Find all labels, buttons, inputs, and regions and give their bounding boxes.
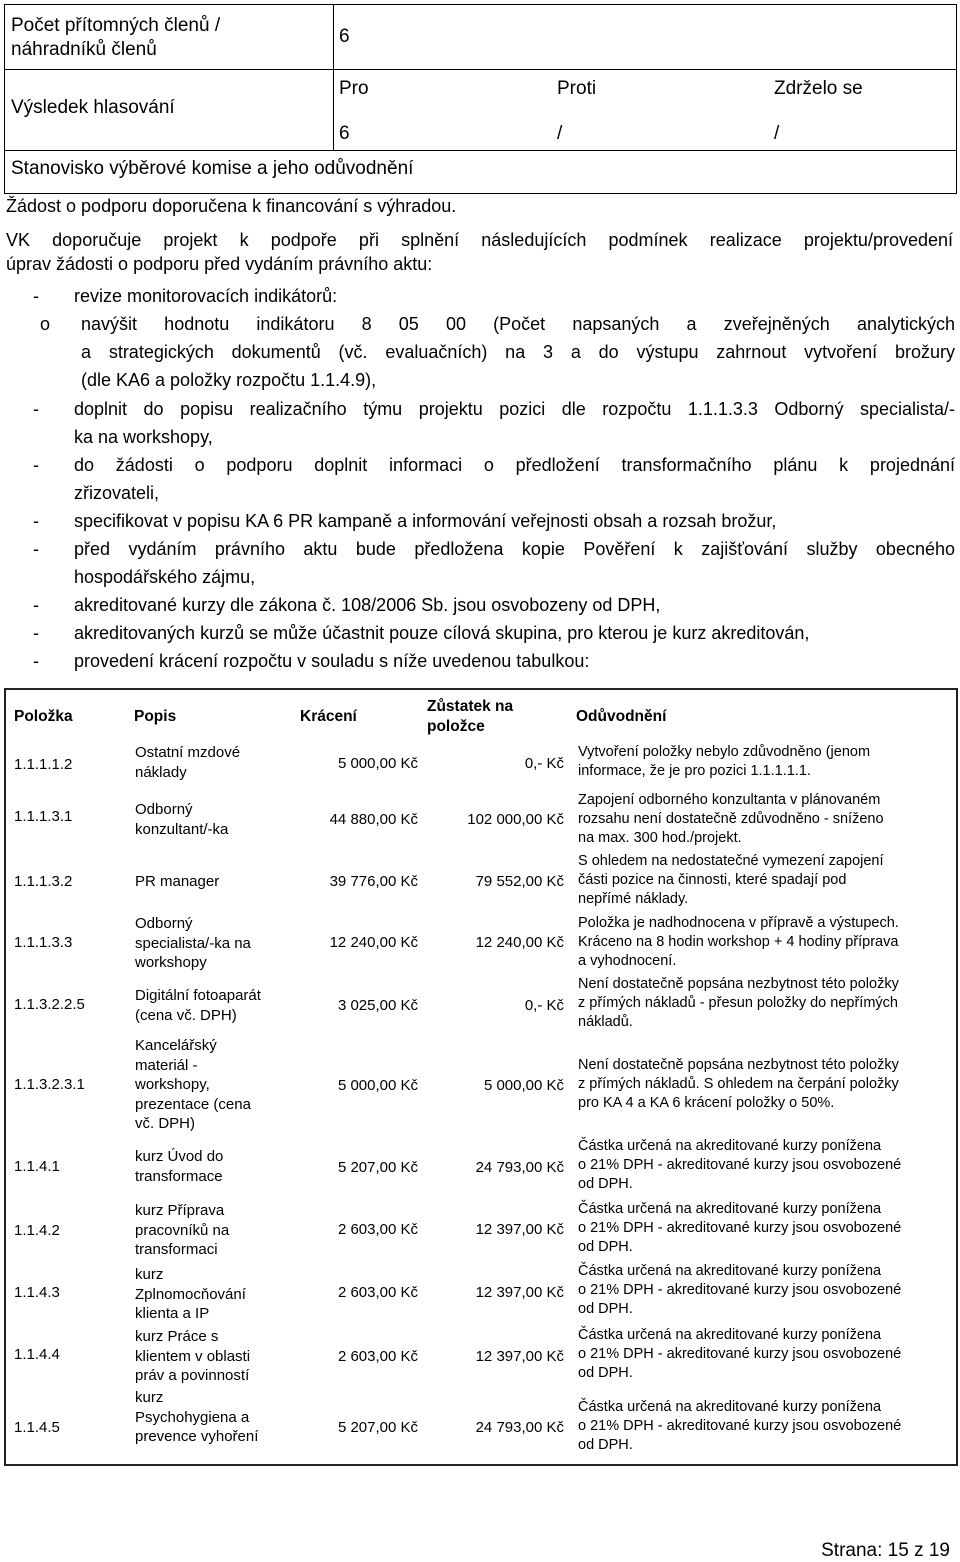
row-item: 1.1.4.2 — [14, 1222, 60, 1239]
present-value: 6 — [339, 26, 350, 47]
row-reason-line: Není dostatečně popsána nezbytnost této položky — [578, 1057, 899, 1073]
item5-line2: hospodářského zájmu, — [74, 567, 256, 587]
row-cut-amount: 12 240,00 Kč — [329, 934, 418, 951]
row-reason-line: Zapojení odborného konzultanta v plánovaném — [578, 792, 881, 808]
row-cut-amount: 44 880,00 Kč — [329, 811, 418, 828]
row-cut-amount: 2 603,00 Kč — [337, 1348, 418, 1365]
row-reason-line: o 21% DPH - akreditované kurzy jsou osvobozené — [578, 1346, 902, 1363]
header-reason: Odůvodnění — [576, 708, 667, 725]
row-reason-line: pro KA 4 a KA 6 krácení položky o 50%. — [578, 1095, 835, 1112]
row-remain-amount: 12 240,00 Kč — [475, 934, 564, 951]
row-cut-amount: 5 000,00 Kč — [337, 1077, 418, 1094]
row-reason-line: na max. 300 hod./projekt. — [578, 830, 742, 847]
row-desc-line: specialista/-ka na — [135, 934, 251, 952]
row-desc-line: transformaci — [135, 1241, 218, 1258]
dash: - — [33, 286, 39, 306]
row-remain-amount: 5 000,00 Kč — [483, 1077, 564, 1094]
divider — [333, 5, 334, 150]
row-desc-line: Psychohygiena a — [135, 1408, 250, 1426]
row-reason-line: z přímých nákladů. S ohledem na čerpání položky — [578, 1076, 899, 1093]
header-desc: Popis — [134, 708, 177, 725]
intro-line2: úprav žádosti o podporu před vydáním právního aktu: — [6, 254, 433, 274]
row-item: 1.1.3.2.2.5 — [14, 996, 85, 1013]
row-cut-amount: 2 603,00 Kč — [337, 1284, 418, 1301]
row-remain-amount: 102 000,00 Kč — [467, 811, 564, 828]
recommendation: Žádost o podporu doporučena k financování s výhradou. — [6, 196, 457, 216]
val-zdrzelo: / — [774, 123, 780, 144]
row-reason-line: nákladů. — [578, 1014, 633, 1031]
row-desc-line: prezentace (cena — [135, 1095, 251, 1113]
row-desc-line: (cena vč. DPH) — [135, 1006, 237, 1024]
row-cut-amount: 5 000,00 Kč — [337, 755, 418, 772]
vote-table — [4, 4, 957, 194]
row-cut-amount: 39 776,00 Kč — [329, 873, 418, 890]
row-reason-line: S ohledem na nedostatečné vymezení zapojení — [578, 853, 884, 869]
row-desc-line: prevence vyhoření — [135, 1428, 259, 1445]
row-desc-line: Kancelářský — [135, 1037, 217, 1054]
row-reason-line: o 21% DPH - akreditované kurzy jsou osvobozené — [578, 1157, 902, 1174]
row-desc-line: kurz — [135, 1389, 164, 1406]
row-reason-line: rozsahu není dostatečně zdůvodněno - sníženo — [578, 811, 884, 828]
row-cut-amount: 2 603,00 Kč — [337, 1221, 418, 1238]
row-desc-line: kurz — [135, 1266, 164, 1283]
row-desc-line: Odborný — [135, 801, 193, 818]
row-remain-amount: 12 397,00 Kč — [475, 1284, 564, 1301]
row-cut-amount: 3 025,00 Kč — [337, 997, 418, 1014]
dash: - — [33, 511, 39, 531]
row-desc-line: Odborný — [135, 915, 193, 932]
row-desc-line: kurz Příprava — [135, 1202, 225, 1219]
row-desc-line: kurz Úvod do — [135, 1148, 224, 1165]
row-desc-line: workshopy, — [135, 1076, 210, 1093]
item3-line1: do žádosti o podporu doplnit informaci o předložení transformačního plánu k projednání — [74, 455, 955, 475]
row-desc-line: kurz Práce s — [135, 1328, 219, 1345]
item1: revize monitorovacích indikátorů: — [74, 286, 338, 306]
dash: - — [33, 651, 39, 671]
row-reason-line: Položka je nadhodnocena v přípravě a výstupech. — [578, 915, 899, 931]
row-desc-line: klienta a IP — [135, 1305, 210, 1322]
row-reason-line: a vyhodnocení. — [578, 953, 677, 970]
row-remain-amount: 24 793,00 Kč — [475, 1419, 564, 1436]
row-remain-amount: 24 793,00 Kč — [475, 1159, 564, 1176]
row-remain-amount: 0,- Kč — [524, 997, 564, 1014]
row-desc-line: práv a povinností — [135, 1367, 250, 1384]
bullet: o — [40, 314, 51, 334]
row-reason-line: od DPH. — [578, 1437, 633, 1454]
row-desc-line: Ostatní mzdové — [135, 744, 241, 761]
row-desc-line: konzultant/-ka — [135, 820, 229, 838]
row-reason-line: Částka určená na akreditované kurzy ponížena — [578, 1327, 882, 1343]
row-reason-line: nepřímé náklady. — [578, 891, 689, 908]
dash: - — [33, 539, 39, 559]
row-remain-amount: 12 397,00 Kč — [475, 1348, 564, 1365]
present-label-line1: Počet přítomných členů / — [11, 15, 221, 36]
row-remain-amount: 79 552,00 Kč — [475, 873, 564, 890]
dash: - — [33, 623, 39, 643]
dash: - — [33, 595, 39, 615]
row-reason-line: od DPH. — [578, 1301, 633, 1318]
row-reason-line: Částka určená na akreditované kurzy ponížena — [578, 1263, 882, 1279]
item2-line2: ka na workshopy, — [74, 427, 213, 447]
row-reason-line: části pozice na činnosti, které spadají pod — [578, 872, 847, 889]
sub1-line2: a strategických dokumentů (vč. evaluačních) na 3 a do výstupu zahrnout vytvoření brožury — [81, 342, 955, 362]
row-desc-line: PR manager — [135, 873, 220, 890]
row-remain-amount: 12 397,00 Kč — [475, 1221, 564, 1238]
row-reason-line: Vytvoření položky nebylo zdůvodněno (jenom — [578, 744, 871, 760]
col-proti: Proti — [557, 78, 597, 99]
row-item: 1.1.4.5 — [14, 1419, 60, 1436]
row-desc-line: transformace — [135, 1167, 223, 1185]
row-desc-line: Zplnomocňování — [135, 1285, 246, 1303]
budget-cut-table — [4, 688, 958, 1466]
header-item: Položka — [14, 708, 73, 725]
result-label: Výsledek hlasování — [11, 97, 175, 118]
col-zdrzelo: Zdrželo se — [774, 78, 863, 99]
row-item: 1.1.1.3.3 — [14, 934, 73, 951]
row-reason-line: od DPH. — [578, 1365, 633, 1382]
val-pro: 6 — [339, 123, 350, 144]
row-desc-line: náklady — [135, 763, 187, 781]
row-desc-line: workshopy — [135, 954, 207, 971]
row-reason-line: Kráceno na 8 hodin workshop + 4 hodiny příprava — [578, 934, 899, 951]
row-reason-line: informace, že je pro pozici 1.1.1.1.1. — [578, 763, 811, 780]
item6: akreditované kurzy dle zákona č. 108/2006 Sb. jsou osvobozeny od DPH, — [74, 595, 661, 615]
row-desc-line: materiál - — [135, 1056, 198, 1074]
item8: provedení krácení rozpočtu v souladu s níže uvedenou tabulkou: — [74, 651, 590, 671]
row-reason-line: Částka určená na akreditované kurzy ponížena — [578, 1138, 882, 1154]
item7: akreditovaných kurzů se může účastnit pouze cílová skupina, pro kterou je kurz akreditován, — [74, 623, 810, 643]
sub1-line3: (dle KA6 a položky rozpočtu 1.1.4.9), — [81, 370, 377, 390]
row-item: 1.1.4.1 — [14, 1158, 60, 1175]
row-reason-line: od DPH. — [578, 1239, 633, 1256]
header-remain-line1: Zůstatek na — [427, 698, 514, 715]
statement-label: Stanovisko výběrové komise a jeho odůvodnění — [11, 158, 414, 179]
val-proti: / — [557, 123, 563, 144]
header-remain-line2: položce — [427, 718, 485, 735]
row-item: 1.1.4.4 — [14, 1346, 60, 1363]
header-cut: Krácení — [300, 708, 357, 725]
item3-line2: zřizovateli, — [74, 483, 160, 503]
row-reason-line: Částka určená na akreditované kurzy ponížena — [578, 1201, 882, 1217]
row-item: 1.1.1.1.2 — [14, 756, 73, 773]
row-reason-line: Částka určená na akreditované kurzy ponížena — [578, 1399, 882, 1415]
present-label-line2: náhradníků členů — [11, 39, 157, 60]
row-reason-line: od DPH. — [578, 1176, 633, 1193]
row-desc-line: Digitální fotoaparát — [135, 987, 261, 1004]
divider — [5, 69, 956, 70]
sub1-line1: navýšit hodnotu indikátoru 8 05 00 (Počet napsaných a zveřejněných analytických — [81, 314, 955, 334]
row-reason-line: z přímých nákladů - přesun položky do nepřímých — [578, 995, 898, 1012]
row-cut-amount: 5 207,00 Kč — [337, 1159, 418, 1176]
row-reason-line: Není dostatečně popsána nezbytnost této položky — [578, 976, 899, 992]
item4: specifikovat v popisu KA 6 PR kampaně a informování veřejnosti obsah a rozsah brožur, — [74, 511, 777, 531]
item5-line1: před vydáním právního aktu bude předložena kopie Pověření k zajišťování služby obecného — [74, 539, 955, 559]
row-reason-line: o 21% DPH - akreditované kurzy jsou osvobozené — [578, 1282, 902, 1299]
row-reason-line: o 21% DPH - akreditované kurzy jsou osvobozené — [578, 1220, 902, 1237]
divider — [5, 150, 956, 151]
row-item: 1.1.1.3.1 — [14, 808, 73, 825]
intro-line1: VK doporučuje projekt k podpoře při splnění následujících podmínek realizace projektu/provedení — [6, 230, 953, 250]
row-item: 1.1.3.2.3.1 — [14, 1076, 85, 1093]
row-item: 1.1.4.3 — [14, 1284, 60, 1301]
row-desc-line: vč. DPH) — [135, 1115, 195, 1132]
row-remain-amount: 0,- Kč — [524, 755, 564, 772]
row-item: 1.1.1.3.2 — [14, 873, 73, 890]
row-desc-line: klientem v oblasti — [135, 1347, 251, 1365]
row-cut-amount: 5 207,00 Kč — [337, 1419, 418, 1436]
row-reason-line: o 21% DPH - akreditované kurzy jsou osvobozené — [578, 1418, 902, 1435]
dash: - — [33, 399, 39, 419]
col-pro: Pro — [339, 78, 369, 99]
item2-line1: doplnit do popisu realizačního týmu projektu pozici dle rozpočtu 1.1.1.3.3 Odborný specialista/- — [74, 399, 955, 419]
dash: - — [33, 455, 39, 475]
page-number: Strana: 15 z 19 — [821, 1540, 950, 1561]
row-desc-line: pracovníků na — [135, 1221, 230, 1239]
